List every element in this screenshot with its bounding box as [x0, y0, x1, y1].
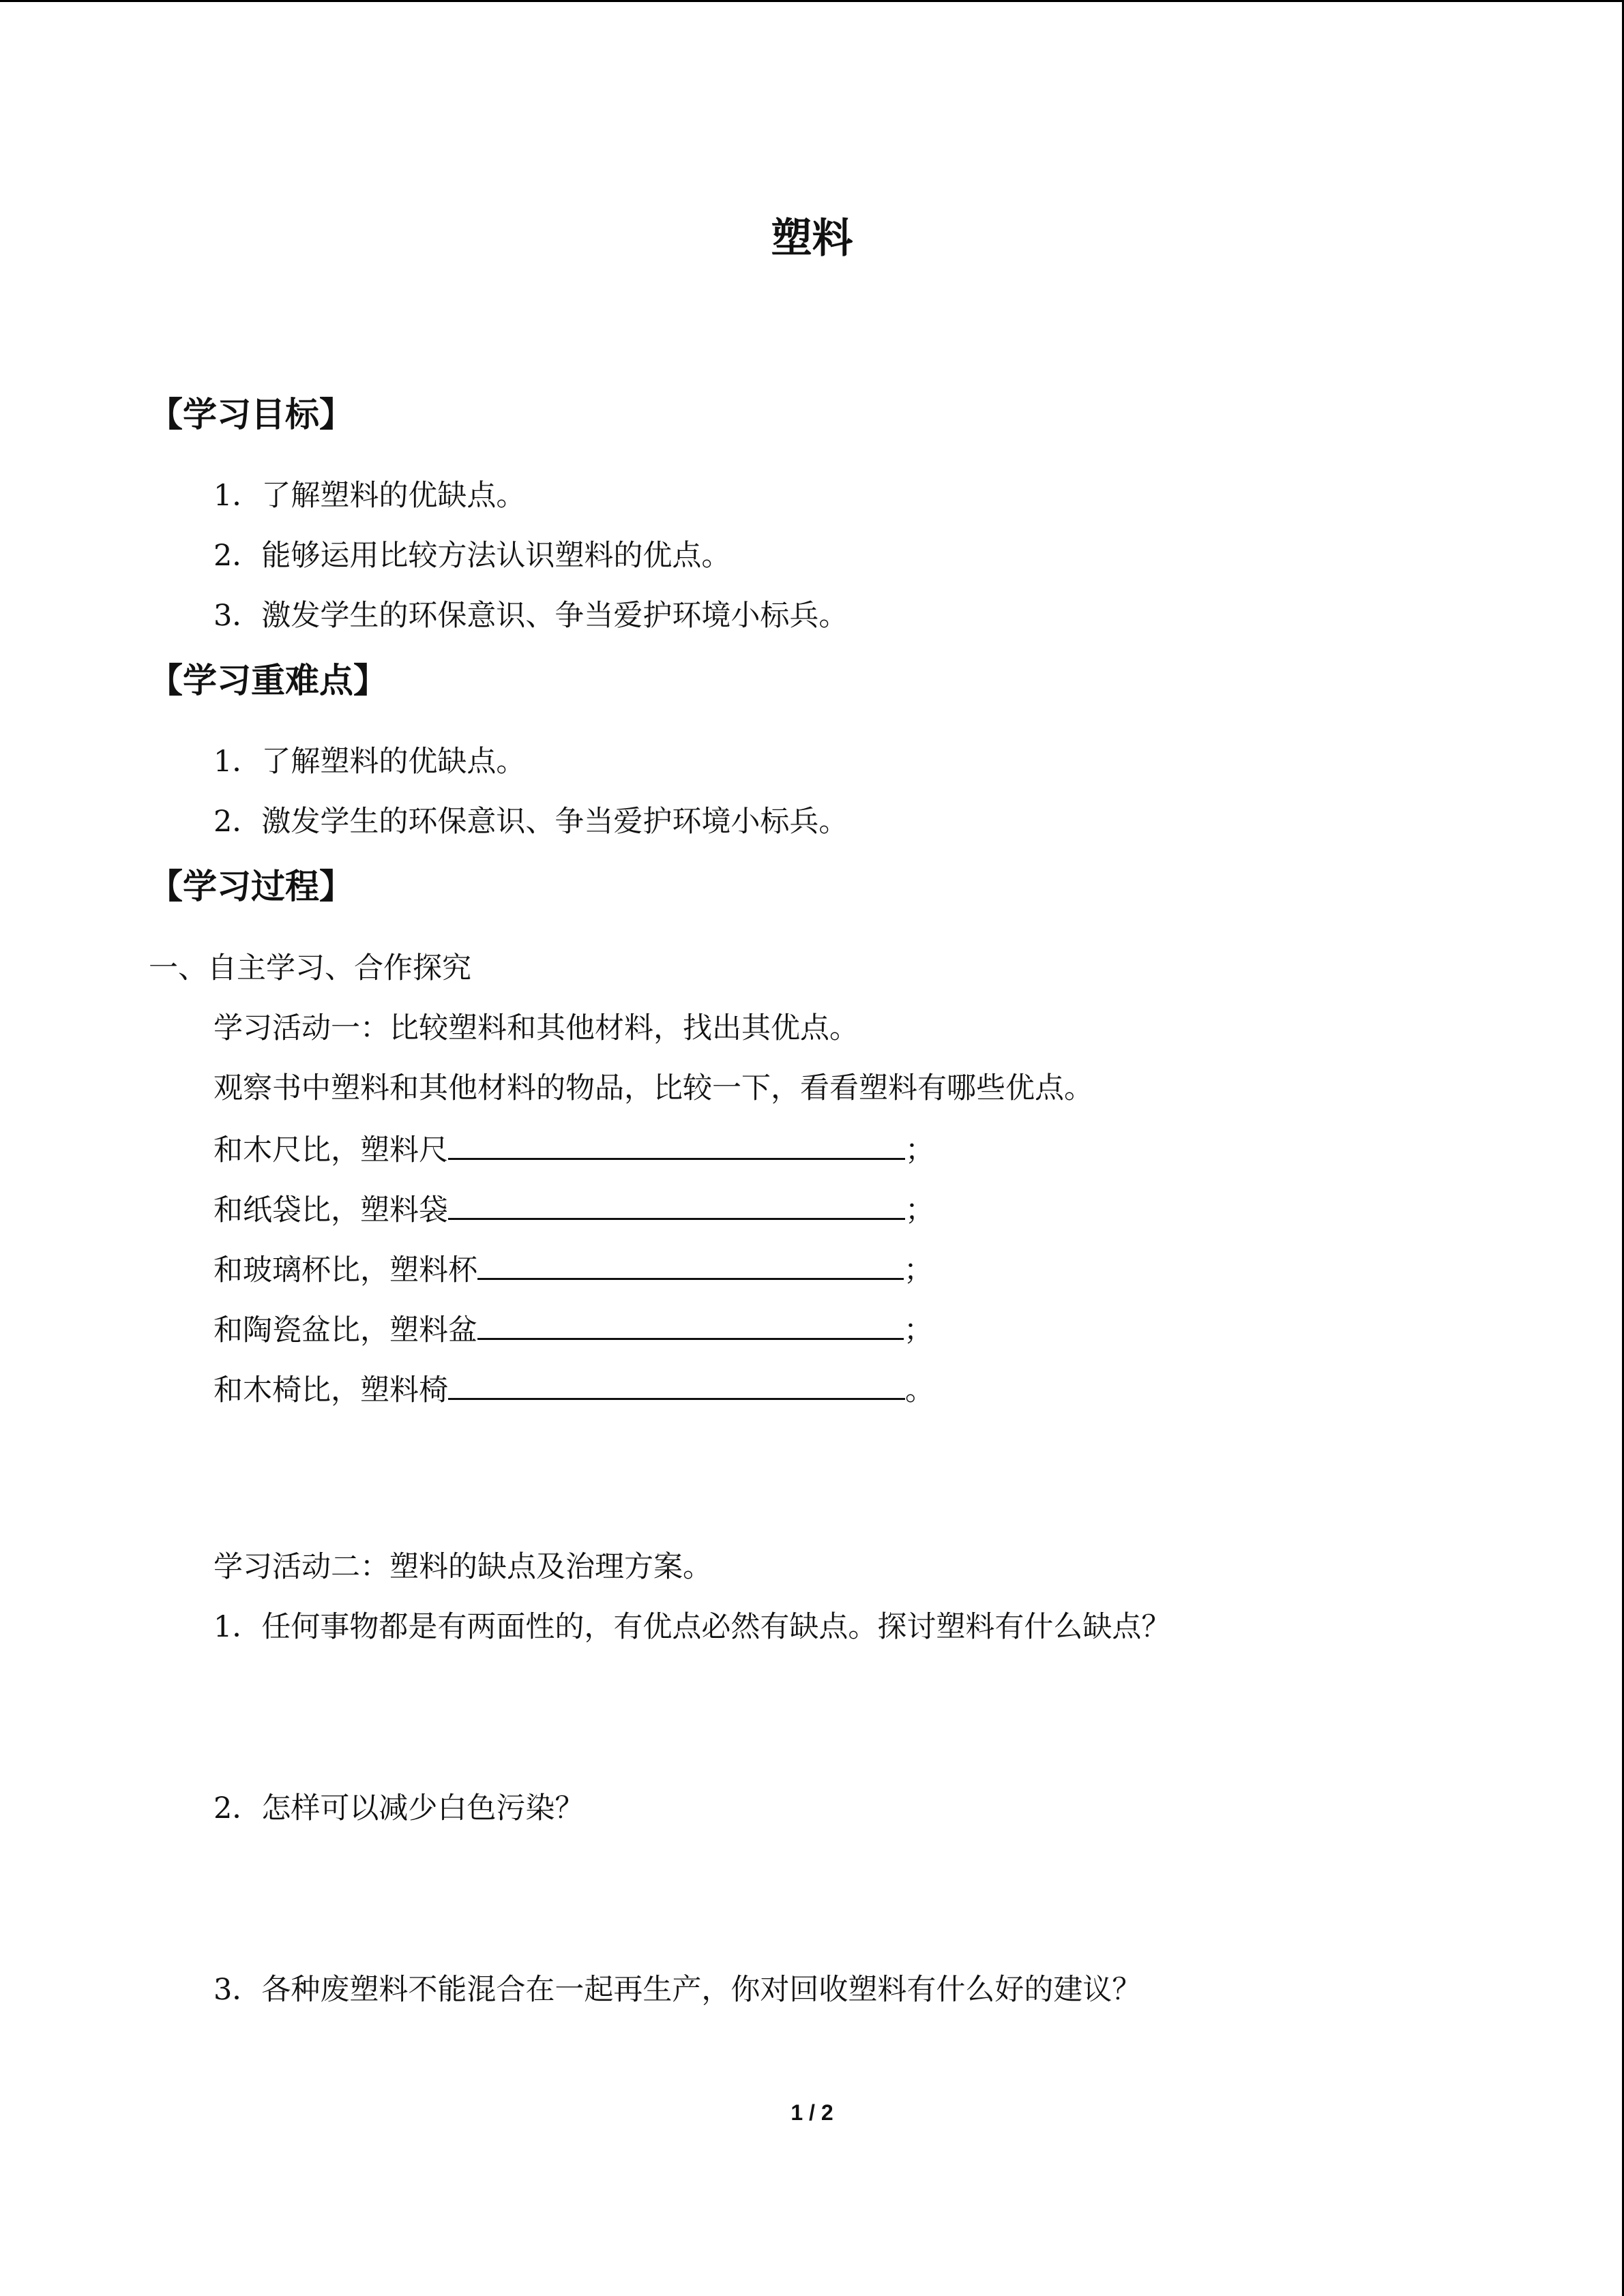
question-2: 2．怎样可以减少白色污染？ [213, 1791, 585, 1825]
comparison-prefix: 和木椅比，塑料椅 [213, 1373, 448, 1407]
observe-instruction: 观察书中塑料和其他材料的物品，比较一下，看看塑料有哪些优点。 [213, 1071, 1093, 1105]
comparison-row [213, 1308, 933, 1351]
comparison-prefix: 和陶瓷盆比，塑料盆 [213, 1313, 477, 1347]
comparison-end: ； [905, 1133, 934, 1167]
comparison-prefix: 和木尺比，塑料尺 [213, 1133, 448, 1167]
answer-blank[interactable] [477, 1248, 904, 1280]
comparison-row [213, 1188, 934, 1231]
activity1-title: 学习活动一：比较塑料和其他材料，找出其优点。 [213, 1011, 859, 1045]
comparison-end: ； [905, 1193, 934, 1227]
activity2-title: 学习活动二：塑料的缺点及治理方案。 [213, 1550, 712, 1584]
key-point-item-1: 1．了解塑料的优缺点。 [213, 745, 526, 779]
comparison-row [213, 1248, 933, 1291]
question-3: 3．各种废塑料不能混合在一起再生产，你对回收塑料有什么好的建议？ [213, 1973, 1142, 2007]
comparison-prefix: 和玻璃杯比，塑料杯 [213, 1253, 477, 1287]
goal-item-3: 3．激发学生的环保意识、争当爱护环境小标兵。 [213, 599, 848, 633]
question-1: 1．任何事物都是有两面性的，有优点必然有缺点。探讨塑料有什么缺点？ [213, 1610, 1171, 1644]
answer-blank[interactable] [448, 1188, 905, 1220]
goal-item-1: 1．了解塑料的优缺点。 [213, 479, 526, 513]
answer-blank[interactable] [448, 1368, 905, 1400]
process-part1-heading: 一、自主学习、合作探究 [149, 951, 471, 985]
comparison-row [213, 1128, 934, 1171]
goal-item-2: 2．能够运用比较方法认识塑料的优点。 [213, 539, 731, 573]
page-border-top [0, 0, 1624, 2]
section-heading-key-points: 【学习重难点】 [149, 661, 387, 700]
comparison-prefix: 和纸袋比，塑料袋 [213, 1193, 448, 1227]
key-point-item-2: 2．激发学生的环保意识、争当爱护环境小标兵。 [213, 805, 848, 839]
page-title: 塑料 [771, 215, 853, 263]
section-heading-process: 【学习过程】 [149, 867, 353, 906]
comparison-end: ； [904, 1253, 933, 1287]
answer-blank[interactable] [477, 1308, 904, 1340]
page-number: 1 / 2 [791, 2100, 833, 2125]
section-heading-goals: 【学习目标】 [149, 395, 353, 434]
comparison-end: 。 [905, 1373, 934, 1407]
comparison-row [213, 1368, 934, 1411]
answer-blank[interactable] [448, 1128, 905, 1160]
comparison-end: ； [904, 1313, 933, 1347]
